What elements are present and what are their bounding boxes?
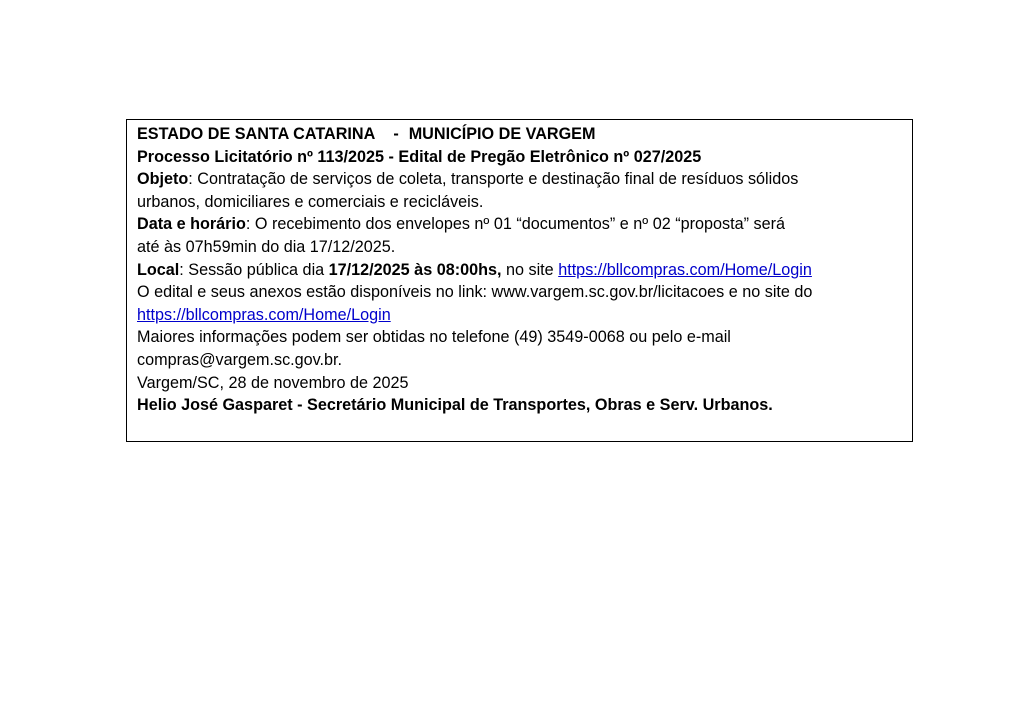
state-title: ESTADO DE SANTA CATARINA [137,125,376,143]
location-line [137,259,902,282]
bll-login-link-2[interactable]: https://bllcompras.com/Home/Login [137,305,391,324]
schedule-label: Data e horário [137,215,246,234]
process-line: Processo Licitatório nº 113/2025 - Edital de Pregão Eletrônico nº 027/2025 [137,147,702,166]
notice-box [126,119,913,442]
bll-login-link[interactable]: https://bllcompras.com/Home/Login [558,260,812,279]
session-date: 17/12/2025 às 08:00hs, [328,260,502,279]
contact-line-2: compras@vargem.sc.gov.br. [137,350,343,369]
header-separator: - [393,125,399,143]
availability-line-1: O edital e seus anexos estão disponíveis no link: www.vargem.sc.gov.br/licitacoes e no site do [137,283,813,302]
signature-line: Helio José Gasparet - Secretário Municipal de Transportes, Obras e Serv. Urbanos. [137,396,773,415]
header-line [137,123,902,146]
availability-line-2 [137,304,902,327]
schedule-line-1 [137,213,902,236]
object-label: Objeto [137,170,189,189]
date-line: Vargem/SC, 28 de novembro de 2025 [137,373,409,392]
location-label: Local [137,260,180,279]
location-text-after: no site [501,260,559,279]
location-text: : Sessão pública dia [179,260,329,279]
object-line-1 [137,168,902,191]
schedule-text-1: : O recebimento dos envelopes nº 01 “documentos” e nº 02 “proposta” será [245,215,785,234]
object-text-1: : Contratação de serviços de coleta, transporte e destinação final de resíduos sólidos [188,170,799,189]
object-line-2: urbanos, domiciliares e comerciais e recicláveis. [137,192,484,211]
schedule-line-2: até às 07h59min do dia 17/12/2025. [137,237,396,256]
municipality-title: MUNICÍPIO DE VARGEM [408,125,596,143]
contact-line-1: Maiores informações podem ser obtidas no telefone (49) 3549-0068 ou pelo e-mail [137,328,731,347]
